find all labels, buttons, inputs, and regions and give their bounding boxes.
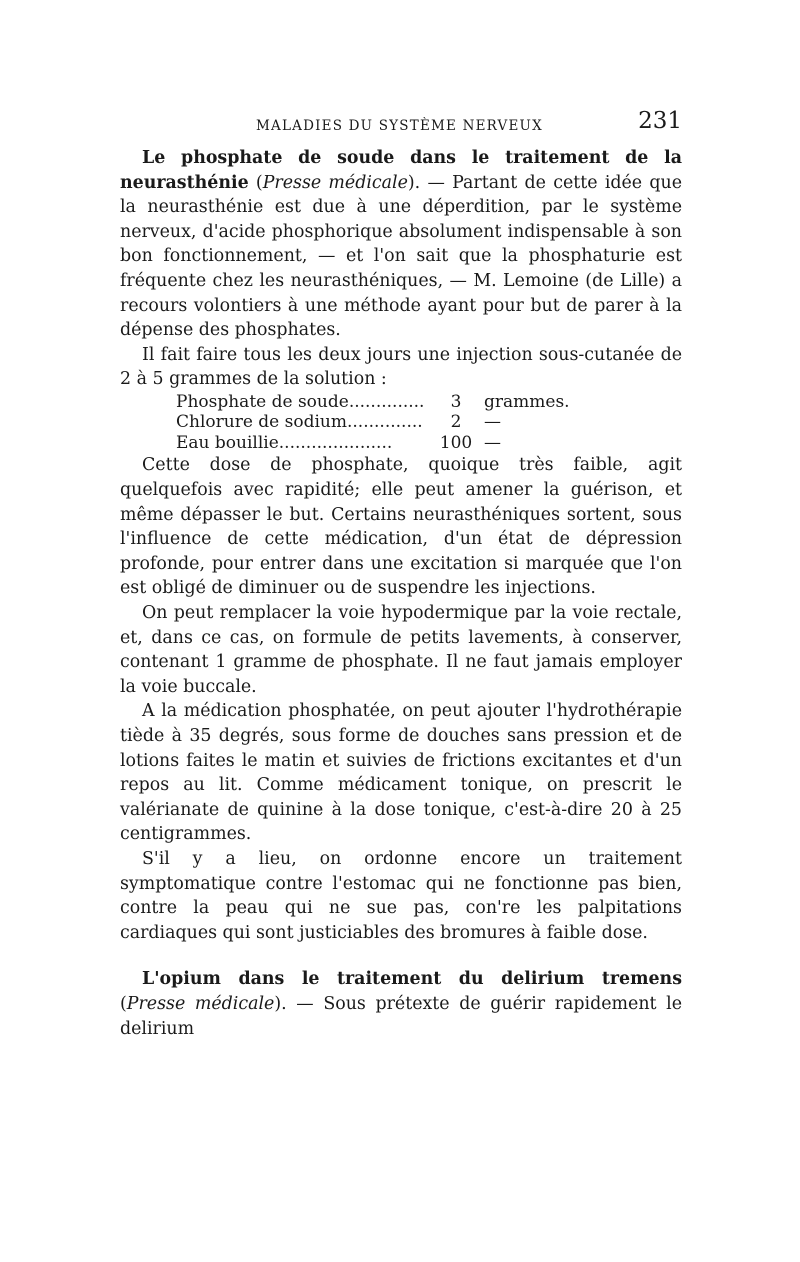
article1-source-close: ). [407, 172, 421, 193]
article1-paragraph3: Cette dose de phosphate, quoique très faible, agit quelquefois avec rapidité; elle peut amener la guérison, et même dépasser le but. Certains neurasthéniques sortent, sous l'influence de cette médication, d'un état de dépression profonde, pour entrer dans une excitation si marquée que l'on est obligé de diminuer ou de suspendre les injections. [120, 455, 682, 599]
article2-lead: — Sous prétexte de guérir rapidement le delirium [120, 993, 682, 1039]
article-separator [120, 945, 682, 967]
article1-paragraph5: A la médication phosphatée, on peut ajouter l'hydrothérapie tiède à 35 degrés, sous forme de douches sans pression et de lotions faites le matin et suivies de frictions excitantes et d'un repos au lit. Comme médicament tonique, on prescrit le valérianate de quinine à la dose tonique, c'est-à-dire 20 à 25 centigrammes. [120, 701, 682, 845]
recipe-quantity: 2 [450, 412, 462, 433]
article1-paragraph6: S'il y a lieu, on ordonne encore un traitement symptomatique contre l'estomac qui ne fonctionne pas bien, contre la peau qui ne sue pas, con're les palpitations cardiaques qui sont justiciables des bromures à faible dose. [120, 848, 682, 943]
recipe-row [176, 433, 656, 454]
recipe-ingredient: Phosphate de soude [176, 391, 349, 412]
recipe-unit: — [484, 412, 501, 433]
recipe-ingredient: Chlorure de sodium [176, 412, 347, 433]
recipe-quantity: 3 [450, 391, 462, 412]
body-text [120, 146, 682, 1041]
recipe [176, 392, 656, 454]
article2-source-close: ). [274, 993, 287, 1014]
article1-paragraph1 [120, 146, 682, 343]
recipe-quantity: 100 [439, 432, 473, 453]
article1-paragraph2: Il fait faire tous les deux jours une injection sous-cutanée de 2 à 5 grammes de la solution : [120, 344, 682, 390]
recipe-unit: grammes. [484, 391, 570, 412]
recipe-leader-dots: ..................... [278, 432, 393, 453]
article2-source-open: ( [120, 993, 127, 1014]
article2-heading: L'opium dans le traitement du delirium tremens [142, 969, 682, 990]
running-title: MALADIES DU SYSTÈME NERVEUX [256, 118, 543, 134]
article2-source: Presse médicale [126, 993, 275, 1014]
recipe-row [176, 412, 656, 433]
article1-source: Presse médicale [262, 172, 408, 193]
recipe-leader-dots: .............. [348, 391, 425, 412]
recipe-leader-dots: .............. [347, 412, 423, 433]
article1-lead: — Partant de cette idée que la neurasthénie est due à une déperdition, par le système nerveux, d'acide phosphorique absolument indispensable à son bon fonctionnement, — et l'on sait que la phosphaturie est fréquente chez les neurasthéniques, — M. Lemoine (de Lille) a recours volontiers à une méthode ayant pour but de parer à la dépense des phosphates. [120, 172, 682, 341]
page-number: 231 [638, 108, 682, 134]
article1-source-open: ( [255, 172, 263, 193]
article1-paragraph4: On peut remplacer la voie hypodermique par la voie rectale, et, dans ce cas, on formule de petits lavements, à conserver, contenant 1 gramme de phosphate. Il ne faut jamais employer la voie buccale. [120, 603, 682, 697]
article2-paragraph1 [120, 967, 682, 1041]
recipe-unit: — [484, 432, 501, 453]
page-header [120, 106, 682, 138]
recipe-row [176, 392, 656, 413]
article1-heading: Le phosphate de soude dans le traitement de la neurasthénie [120, 148, 682, 193]
recipe-ingredient: Eau bouillie [176, 432, 279, 453]
